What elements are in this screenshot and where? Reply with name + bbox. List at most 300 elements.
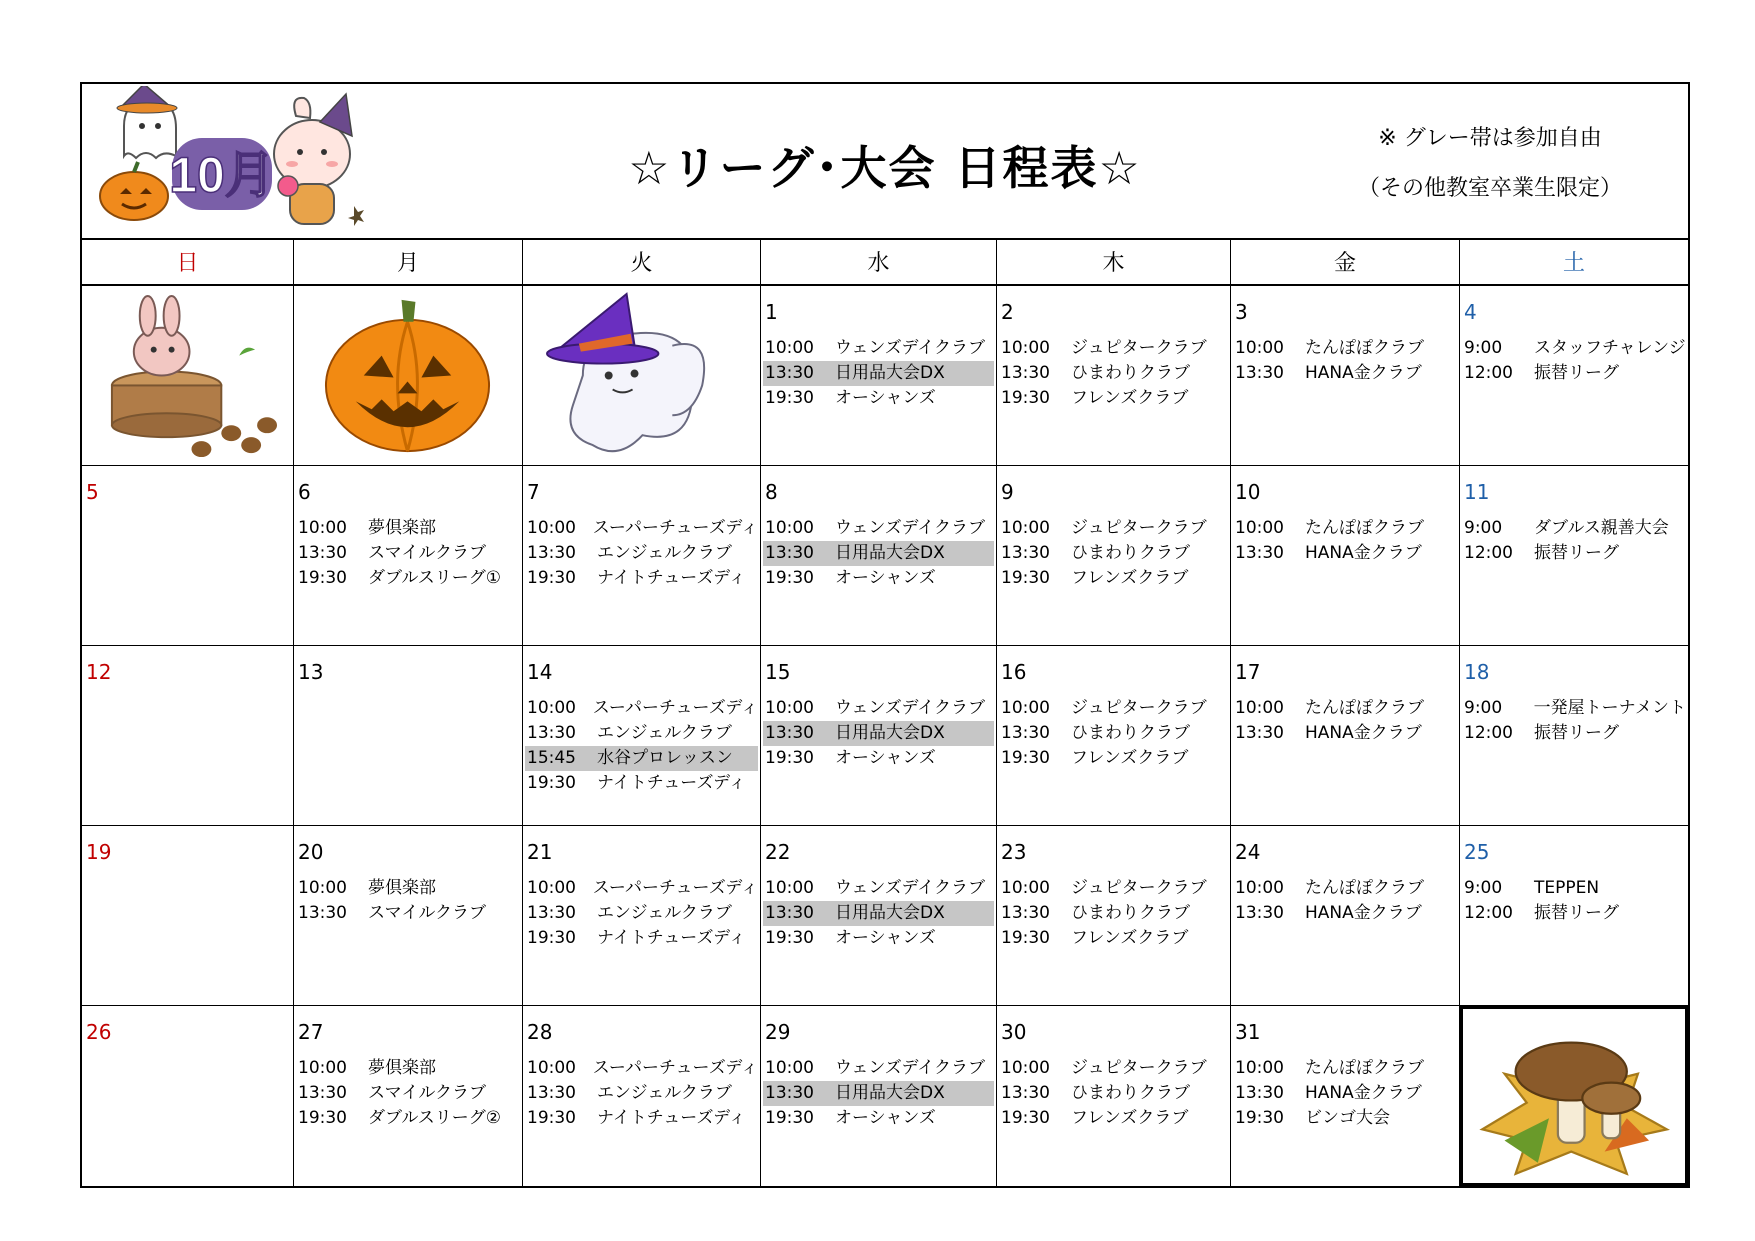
event-row [999,926,1228,951]
event-time: 13:30 [1235,903,1284,923]
event-row [1233,901,1457,926]
day-number: 27 [298,1020,324,1044]
day-number: 22 [765,840,791,864]
event-row [763,876,994,901]
event-time: 19:30 [527,928,576,948]
event-time: 19:30 [1001,1108,1050,1128]
event-name: エンジェルクラブ [597,723,732,743]
event-name: オーシャンズ [835,388,936,408]
event-list [525,876,758,951]
event-row [525,926,758,951]
event-time: 12:00 [1464,543,1513,563]
event-time: 19:30 [765,928,814,948]
event-row [999,876,1228,901]
event-list [525,1056,758,1131]
weekday-sun: 日 [82,238,294,286]
day-number: 8 [765,480,778,504]
event-time: 13:30 [1001,903,1050,923]
event-time: 13:30 [1001,1083,1050,1103]
event-row [525,1056,758,1081]
event-row-open [763,361,994,386]
event-time: 19:30 [765,1108,814,1128]
event-row [999,1081,1228,1106]
event-time: 13:30 [1235,723,1284,743]
event-row [1462,901,1686,926]
day-number: 3 [1235,300,1248,324]
event-name: ダブルス親善大会 [1534,518,1669,538]
event-time: 10:00 [1001,698,1050,718]
day-cell [1231,826,1460,1006]
event-row [999,541,1228,566]
event-time: 15:45 [527,748,576,768]
event-row [1462,696,1686,721]
event-name: ジュピタークラブ [1071,518,1207,538]
day-number: 17 [1235,660,1261,684]
day-cell [997,646,1231,826]
day-cell [82,1006,294,1186]
event-row [1462,876,1686,901]
event-name: エンジェルクラブ [597,543,732,563]
event-time: 12:00 [1464,363,1513,383]
event-row [1233,876,1457,901]
event-row [999,901,1228,926]
event-name: スタッフチャレンジ [1534,338,1686,358]
event-row [296,541,520,566]
day-number: 28 [527,1020,553,1044]
event-row [1462,361,1686,386]
illustration-cell [523,286,761,466]
event-time: 10:00 [1235,1058,1284,1078]
event-name: オーシャンズ [835,928,936,948]
event-time: 10:00 [1001,338,1050,358]
event-row [525,1081,758,1106]
event-row [999,1056,1228,1081]
day-cell [1460,646,1688,826]
event-row-open [763,721,994,746]
event-time: 10:00 [765,518,814,538]
event-row [999,696,1228,721]
event-row [1462,541,1686,566]
event-name: 振替リーグ [1534,903,1619,923]
event-time: 13:30 [527,1083,576,1103]
event-time: 19:30 [1001,388,1050,408]
event-name: ナイトチューズディ [597,928,746,948]
event-time: 19:30 [298,568,347,588]
event-time: 13:30 [1001,363,1050,383]
event-name: スマイルクラブ [368,903,486,923]
event-time: 13:30 [1235,543,1284,563]
day-cell [761,1006,997,1186]
page-title: ☆リーグ･大会 日程表☆ [628,141,1142,195]
day-number: 5 [86,480,99,504]
event-time: 10:00 [765,338,814,358]
event-time: 13:30 [1001,543,1050,563]
event-time: 19:30 [1001,928,1050,948]
event-name: ビンゴ大会 [1305,1108,1390,1128]
event-row [999,746,1228,771]
event-row [525,901,758,926]
day-number: 21 [527,840,553,864]
day-number: 26 [86,1020,112,1044]
event-time: 19:30 [1235,1108,1284,1128]
event-list [1233,876,1457,926]
day-number: 19 [86,840,112,864]
day-cell [1231,1006,1460,1186]
event-name: フレンズクラブ [1071,1108,1189,1128]
event-list [763,1056,994,1131]
event-list [763,696,994,771]
event-list [1462,696,1686,746]
event-name: たんぽぽクラブ [1305,698,1424,718]
month-badge: 10月 [169,147,275,203]
weekday-sat: 土 [1460,238,1688,286]
event-list [763,876,994,951]
day-cell [294,466,523,646]
event-list [296,1056,520,1131]
event-name: ウェンズデイクラブ [835,698,985,718]
day-number: 13 [298,660,324,684]
event-time: 9:00 [1464,518,1503,538]
event-row [763,516,994,541]
ghost-witch-hat-icon [523,286,760,465]
event-row [525,566,758,591]
day-cell [523,1006,761,1186]
event-name: たんぽぽクラブ [1305,878,1424,898]
event-name: 水谷プロレッスン [597,748,733,768]
event-name: ひまわりクラブ [1071,363,1190,383]
day-cell [997,1006,1231,1186]
event-time: 13:30 [298,903,347,923]
day-number: 9 [1001,480,1014,504]
weekday-fri: 金 [1231,238,1460,286]
event-name: HANA金クラブ [1305,723,1422,743]
event-row [763,336,994,361]
day-cell [997,466,1231,646]
event-name: 日用品大会DX [835,1083,945,1103]
day-number: 10 [1235,480,1261,504]
event-name: HANA金クラブ [1305,363,1422,383]
day-cell [761,286,997,466]
event-name: ひまわりクラブ [1071,1083,1190,1103]
event-row [1233,1106,1457,1131]
event-time: 19:30 [1001,568,1050,588]
event-time: 13:30 [527,723,576,743]
event-row [999,386,1228,411]
event-name: ナイトチューズディ [597,773,746,793]
event-time: 13:30 [765,723,814,743]
event-name: エンジェルクラブ [597,1083,732,1103]
event-name: ジュピタークラブ [1071,1058,1207,1078]
event-name: ウェンズデイクラブ [835,1058,985,1078]
day-number: 30 [1001,1020,1027,1044]
event-row [763,386,994,411]
event-row [1233,336,1457,361]
event-name: ウェンズデイクラブ [835,338,985,358]
note-line-1: ※ グレー帯は参加自由 [1378,126,1602,151]
event-row [525,771,758,796]
event-time: 13:30 [527,543,576,563]
event-name: 夢倶楽部 [368,518,436,538]
day-cell [997,286,1231,466]
event-name: 日用品大会DX [835,543,945,563]
event-row [999,361,1228,386]
event-name: 夢倶楽部 [368,878,436,898]
event-name: フレンズクラブ [1071,388,1189,408]
event-time: 10:00 [298,1058,347,1078]
day-cell [523,826,761,1006]
event-row [296,566,520,591]
event-list [999,876,1228,951]
event-row [296,1106,520,1131]
event-name: HANA金クラブ [1305,903,1422,923]
event-list [763,516,994,591]
day-cell [997,826,1231,1006]
event-name: スーパーチューズディ [592,878,758,898]
event-time: 10:00 [527,698,576,718]
event-row-open [763,901,994,926]
event-row [525,696,758,721]
event-row [999,516,1228,541]
event-row [525,541,758,566]
event-row-open [763,1081,994,1106]
event-name: フレンズクラブ [1071,928,1189,948]
event-row [1233,696,1457,721]
event-list [1233,696,1457,746]
event-time: 9:00 [1464,698,1503,718]
event-time: 10:00 [1235,518,1284,538]
event-time: 10:00 [298,878,347,898]
event-list [999,516,1228,591]
event-time: 10:00 [1001,1058,1050,1078]
event-row [763,566,994,591]
event-row [296,1081,520,1106]
event-name: ダブルスリーグ② [368,1108,502,1128]
day-number: 29 [765,1020,791,1044]
event-row [1233,361,1457,386]
event-time: 19:30 [298,1108,347,1128]
event-list [1233,336,1457,386]
weekday-wed: 水 [761,238,997,286]
event-time: 12:00 [1464,903,1513,923]
event-time: 10:00 [1235,698,1284,718]
day-cell [1231,466,1460,646]
calendar-grid [82,238,1688,1186]
event-time: 13:30 [527,903,576,923]
event-name: スマイルクラブ [368,543,486,563]
event-name: ジュピタークラブ [1071,338,1207,358]
day-number: 14 [527,660,553,684]
event-row [999,721,1228,746]
event-name: スマイルクラブ [368,1083,486,1103]
event-time: 13:30 [298,543,347,563]
event-name: スーパーチューズディ [592,698,758,718]
event-list [763,336,994,411]
event-name: たんぽぽクラブ [1305,338,1424,358]
event-name: HANA金クラブ [1305,543,1422,563]
event-name: 日用品大会DX [835,723,945,743]
event-name: ひまわりクラブ [1071,903,1190,923]
event-row [763,1056,994,1081]
event-row [525,876,758,901]
event-time: 10:00 [1001,878,1050,898]
event-name: ウェンズデイクラブ [835,518,985,538]
event-list [1462,336,1686,386]
day-number: 7 [527,480,540,504]
event-name: オーシャンズ [835,1108,936,1128]
event-list [1233,1056,1457,1131]
event-name: 振替リーグ [1534,363,1619,383]
day-number: 6 [298,480,311,504]
event-row [1233,1056,1457,1081]
event-time: 12:00 [1464,723,1513,743]
day-number: 31 [1235,1020,1261,1044]
event-row [763,926,994,951]
event-name: 夢倶楽部 [368,1058,436,1078]
event-row [296,1056,520,1081]
event-name: 振替リーグ [1534,543,1619,563]
event-list [1462,876,1686,926]
event-time: 10:00 [1235,878,1284,898]
event-time: 10:00 [765,698,814,718]
day-number: 25 [1464,840,1490,864]
day-number: 4 [1464,300,1477,324]
event-name: ナイトチューズディ [597,1108,746,1128]
highlight-border [1460,1006,1688,1186]
event-time: 19:30 [527,1108,576,1128]
event-name: ナイトチューズディ [597,568,746,588]
event-name: たんぽぽクラブ [1305,518,1424,538]
event-time: 19:30 [527,568,576,588]
illustration-cell [294,286,523,466]
event-name: フレンズクラブ [1071,748,1189,768]
day-cell [82,646,294,826]
day-cell [1460,286,1688,466]
day-number: 20 [298,840,324,864]
event-row [525,1106,758,1131]
event-time: 19:30 [765,388,814,408]
event-name: 一発屋トーナメント [1533,698,1686,718]
event-row [296,876,520,901]
event-time: 9:00 [1464,878,1503,898]
event-list [525,516,758,591]
event-row [999,566,1228,591]
calendar-header [82,84,1688,240]
event-name: エンジェルクラブ [597,903,732,923]
day-cell [761,826,997,1006]
day-cell [761,466,997,646]
event-time: 13:30 [765,363,814,383]
event-time: 10:00 [765,1058,814,1078]
event-row [763,1106,994,1131]
event-name: スーパーチューズディ [592,1058,758,1078]
day-cell [1460,466,1688,646]
event-row [763,746,994,771]
event-name: フレンズクラブ [1071,568,1189,588]
event-name: ジュピタークラブ [1071,878,1207,898]
event-row [296,901,520,926]
event-row-open [763,541,994,566]
illustration-cell [82,286,294,466]
note-line-2: （その他教室卒業生限定） [1357,176,1622,201]
event-list [1233,516,1457,566]
event-time: 13:30 [1001,723,1050,743]
event-name: ひまわりクラブ [1071,723,1190,743]
day-cell [82,826,294,1006]
day-cell [1460,826,1688,1006]
event-name: ウェンズデイクラブ [835,878,985,898]
event-time: 19:30 [527,773,576,793]
event-time: 10:00 [527,1058,576,1078]
event-time: 10:00 [527,518,576,538]
weekday-thu: 木 [997,238,1231,286]
day-number: 24 [1235,840,1261,864]
event-row [1233,541,1457,566]
day-cell [294,826,523,1006]
event-time: 19:30 [765,748,814,768]
illustration-cell [1460,1006,1688,1186]
weekday-mon: 月 [294,238,523,286]
event-time: 9:00 [1464,338,1503,358]
event-time: 10:00 [298,518,347,538]
event-row [525,516,758,541]
event-time: 19:30 [1001,748,1050,768]
event-row [1462,516,1686,541]
day-cell [294,646,523,826]
event-row-open [525,746,758,771]
event-row [1462,721,1686,746]
event-list [999,696,1228,771]
weekday-tue: 火 [523,238,761,286]
event-row [1233,721,1457,746]
day-number: 12 [86,660,112,684]
event-time: 13:30 [1235,1083,1284,1103]
event-list [525,696,758,796]
event-row [525,721,758,746]
day-cell [1231,286,1460,466]
event-name: たんぽぽクラブ [1305,1058,1424,1078]
event-list [296,876,520,926]
event-time: 13:30 [765,1083,814,1103]
event-row [999,1106,1228,1131]
event-name: ひまわりクラブ [1071,543,1190,563]
event-name: TEPPEN [1534,878,1600,898]
event-time: 10:00 [527,878,576,898]
day-number: 11 [1464,480,1490,504]
event-name: ジュピタークラブ [1071,698,1207,718]
event-time: 19:30 [765,568,814,588]
gray-band-note [1340,114,1640,214]
calendar-sheet [80,82,1690,1188]
event-row [1233,1081,1457,1106]
day-number: 1 [765,300,778,324]
day-number: 18 [1464,660,1490,684]
day-number: 23 [1001,840,1027,864]
day-cell [82,466,294,646]
event-list [1462,516,1686,566]
event-row [763,696,994,721]
event-name: オーシャンズ [835,748,936,768]
event-time: 13:30 [1235,363,1284,383]
day-number: 15 [765,660,791,684]
event-row [1233,516,1457,541]
event-name: ダブルスリーグ① [368,568,502,588]
event-time: 10:00 [1235,338,1284,358]
event-time: 13:30 [765,903,814,923]
event-name: 振替リーグ [1534,723,1619,743]
day-number: 16 [1001,660,1027,684]
event-name: スーパーチューズディ [592,518,758,538]
event-name: 日用品大会DX [835,363,945,383]
